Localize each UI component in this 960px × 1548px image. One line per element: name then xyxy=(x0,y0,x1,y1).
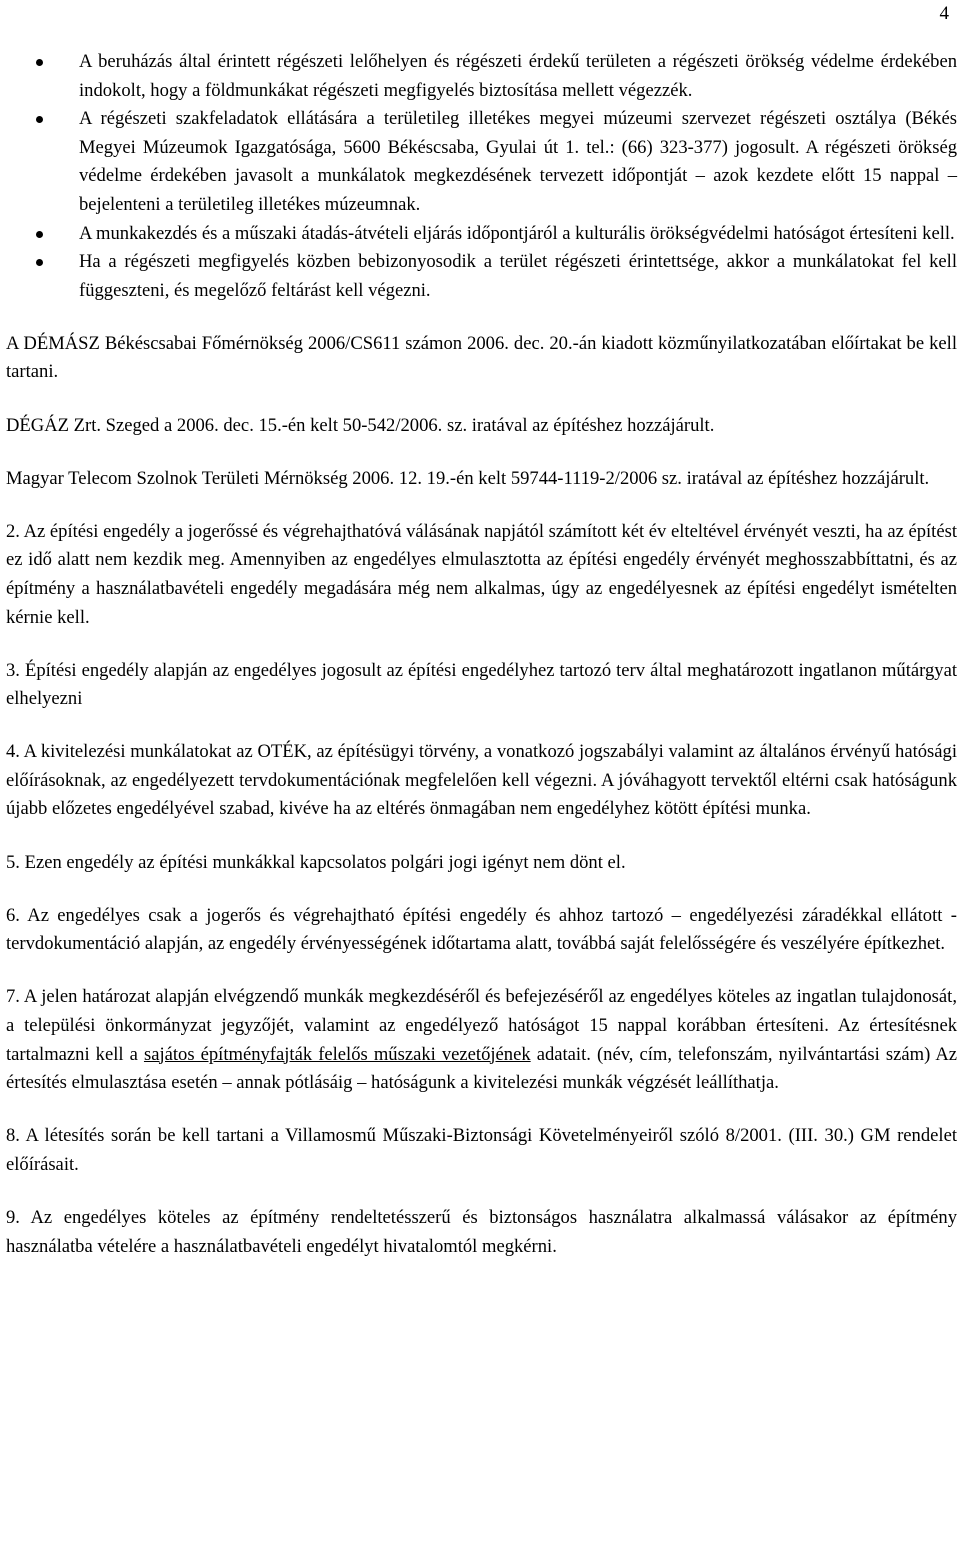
bullet-icon xyxy=(36,259,43,266)
list-item-text: Ha a régészeti megfigyelés közben bebizonyosodik a terület régészeti érintettsége, akkor a munkálatokat fel kell függeszteni, és megelőző feltárást kell végezni. xyxy=(79,251,957,301)
list-item-text: A munkakezdés és a műszaki átadás-átvételi eljárás időpontjáról a kulturális örökségvédelmi hatóságot értesíteni kell. xyxy=(79,222,955,244)
paragraph-2: 2. Az építési engedély a jogerőssé és végrehajthatóvá válásának napjától számított két év elteltével érvényét veszti, ha az építést ez idő alatt nem kezdik meg. Amennyiben az engedélyes elmulasztotta az építési engedély érvényét meghosszabbíttatni, és az építmény a használatbavételi engedély megadására még nem alkalmas, úgy az engedélyesnek az építési engedélyt ismételten kérnie kell. xyxy=(6,520,958,628)
document-page xyxy=(6,0,957,1548)
paragraph-4: 4. A kivitelezési munkálatokat az OTÉK, az építésügyi törvény, a vonatkozó jogszabályi valamint az általános érvényű hatósági előírásoknak, az engedélyezett tervdokumentációnak megfelelően kell végezni. A jóváhagyott tervektől eltérni csak hatóságunk újabb előzetes engedélyével szabad, kivéve ha az eltérés önmagában nem engedélyhez kötött építési munka. xyxy=(6,741,957,820)
list-item-text: A régészeti szakfeladatok ellátására a területileg illetékes megyei múzeumi szervezet régészeti osztálya (Békés Megyei Múzeumok Igazgatósága, 5600 Békéscsaba, Gyulai út 1. tel.: (66) 323-377) jogosult. A régészeti örökség védelme érdekében javasolt a munkálatok megkezdésének tervezett időpontját – azok kezdete előtt 15 nappal – bejelenteni a területileg illetékes múzeumnak. xyxy=(79,108,957,215)
list-item xyxy=(6,248,957,305)
paragraph-7-text-end: adatait. (név, cím, telefonszám, nyilvántartási szám) Az értesítés elmulasztása esetén – annak pótlásáig – hatóságunk a kivitelezési munkák végzését leállíthatja. xyxy=(6,1043,958,1094)
paragraph-7-underlined-text: sajátos építményfajták felelős műszaki vezetőjének xyxy=(143,1043,531,1065)
paragraph-6: 6. Az engedélyes csak a jogerős és végrehajtható építési engedély és ahhoz tartozó – engedélyezési záradékkal ellátott - tervdokumentáció alapján, az engedély érvényességének időtartama alatt, továbbá saját felelősségére és veszélyére építkezhet. xyxy=(6,904,957,955)
list-item xyxy=(6,105,957,219)
list-item xyxy=(6,220,957,249)
bullet-icon xyxy=(36,116,43,123)
paragraph-demasz: A DÉMÁSZ Békéscsabai Főmérnökség 2006/CS611 számon 2006. dec. 20.-án kiadott közműnyilatkozatában előírtakat be kell tartani. xyxy=(6,332,957,383)
page-number: 4 xyxy=(939,3,949,24)
list-item-text: A beruházás által érintett régészeti lelőhelyen és régészeti érdekű területen a régészeti örökség védelme érdekében indokolt, hogy a földmunkákat régészeti megfigyelés biztosítása mellett végezzék. xyxy=(79,51,957,101)
document-body xyxy=(6,48,957,1261)
paragraph-telecom: Magyar Telecom Szolnok Területi Mérnökség 2006. 12. 19.-én kelt 59744-1119-2/2006 sz. iratával az építéshez hozzájárult. xyxy=(6,467,930,489)
paragraph-7-text: 7. A jelen határozat alapján elvégzendő munkák megkezdéséről és befejezéséről az engedélyes köteles az ingatlan tulajdonosát, a települési önkormányzat jegyzőjét, valamint az engedélyező hatóságot 15 nappal korábban értesíteni. Az értesítésnek tartalmazni kell a xyxy=(6,986,957,1065)
paragraph-5: 5. Ezen engedély az építési munkákkal kapcsolatos polgári jogi igényt nem dönt el. xyxy=(6,851,626,873)
paragraph-7 xyxy=(6,983,957,1097)
archaeology-bullet-list xyxy=(6,48,957,305)
paragraph-8: 8. A létesítés során be kell tartani a Villamosmű Műszaki-Biztonsági Követelményeiről szóló 8/2001. (III. 30.) GM rendelet előírásait. xyxy=(6,1125,957,1175)
paragraph-9: 9. Az engedélyes köteles az építmény rendeltetésszerű és biztonságos használatra alkalmassá válásakor az építmény használatba vételére a használatbavételi engedélyt hivatalomtól megkérni. xyxy=(6,1206,957,1257)
paragraph-degaz: DÉGÁZ Zrt. Szeged a 2006. dec. 15.-én kelt 50-542/2006. sz. iratával az építéshez hozzájárult. xyxy=(6,414,715,436)
bullet-icon xyxy=(36,231,43,238)
list-item xyxy=(6,48,957,105)
bullet-icon xyxy=(36,59,43,66)
paragraph-3: 3. Építési engedély alapján az engedélyes jogosult az építési engedélyhez tartozó terv által meghatározott ingatlanon műtárgyat elhelyezni xyxy=(6,659,957,710)
